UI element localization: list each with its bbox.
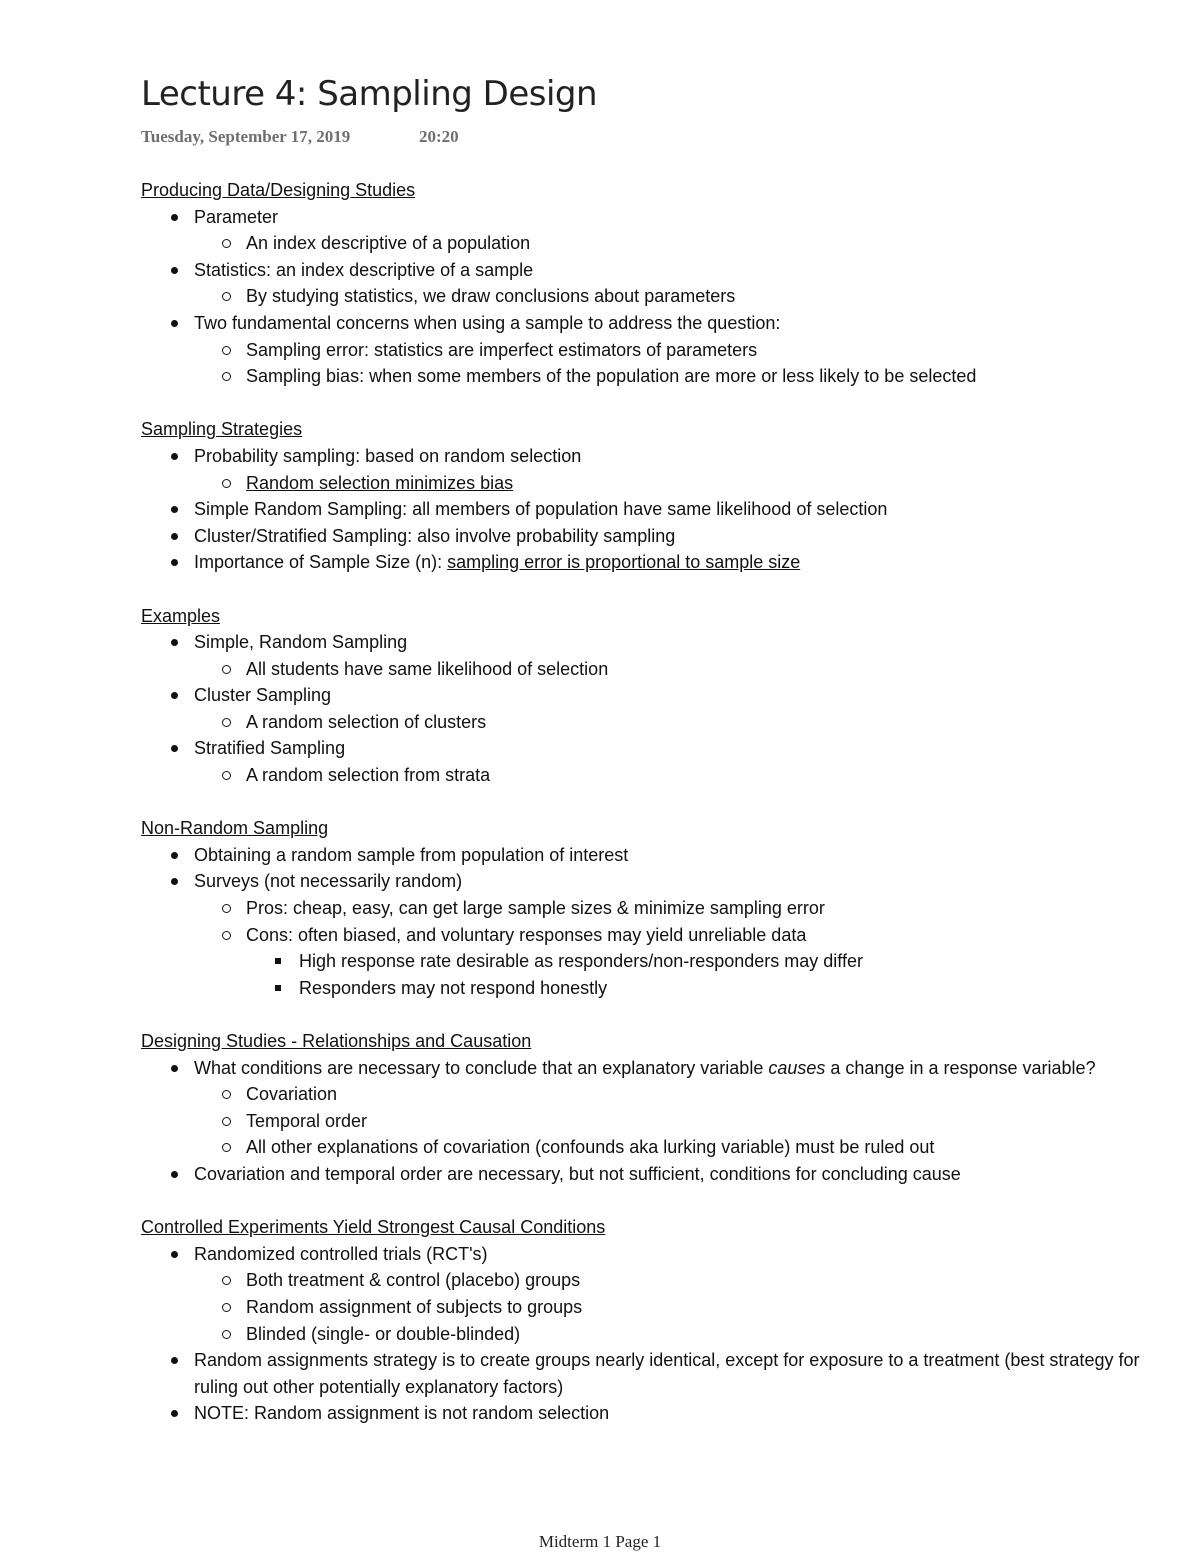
list-item	[141, 549, 1141, 576]
item-prefix: What conditions are necessary to conclude that an explanatory variable	[194, 1057, 769, 1078]
bullet-list	[141, 443, 1141, 576]
bullet-list	[141, 629, 1141, 789]
list-item: Covariation	[141, 1081, 1141, 1108]
section-controlled-experiments	[141, 1214, 1141, 1427]
page-title: Lecture 4: Sampling Design	[141, 74, 598, 114]
list-item: Two fundamental concerns when using a sample to address the question:	[141, 310, 1141, 337]
list-item: Responders may not respond honestly	[141, 975, 1141, 1002]
list-item: Sampling bias: when some members of the population are more or less likely to be selected	[141, 363, 1141, 390]
section-heading: Producing Data/Designing Studies	[141, 180, 416, 200]
list-item: Pros: cheap, easy, can get large sample sizes & minimize sampling error	[141, 895, 1141, 922]
bullet-list	[141, 1055, 1141, 1188]
list-item: Stratified Sampling	[141, 735, 1141, 762]
list-item: Simple Random Sampling: all members of population have same likelihood of selection	[141, 496, 1141, 523]
section-sampling-strategies	[141, 416, 1141, 576]
item-suffix: a change in a response variable?	[825, 1057, 1096, 1078]
list-item: A random selection of clusters	[141, 709, 1141, 736]
bullet-list	[141, 204, 1141, 390]
list-item: NOTE: Random assignment is not random selection	[141, 1400, 1141, 1427]
page-date: Tuesday, September 17, 2019	[141, 127, 351, 146]
list-item	[141, 1055, 1141, 1082]
underlined-text: Random selection minimizes bias	[246, 472, 514, 493]
section-heading: Non-Random Sampling	[141, 818, 329, 839]
list-item: Blinded (single- or double-blinded)	[141, 1321, 1141, 1348]
list-item: All other explanations of covariation (confounds aka lurking variable) must be ruled out	[141, 1134, 1141, 1161]
underlined-text: sampling error is proportional to sample size	[447, 552, 801, 573]
list-item: An index descriptive of a population	[141, 230, 1141, 257]
section-designing-studies	[141, 1028, 1141, 1188]
list-item: Obtaining a random sample from population of interest	[141, 842, 1141, 869]
list-item: A random selection from strata	[141, 762, 1141, 789]
section-producing-data	[141, 177, 1141, 390]
list-item: Cluster/Stratified Sampling: also involve probability sampling	[141, 523, 1141, 550]
list-item: Cons: often biased, and voluntary responses may yield unreliable data	[141, 922, 1141, 949]
list-item: All students have same likelihood of selection	[141, 656, 1141, 683]
list-item: Random assignments strategy is to create groups nearly identical, except for exposure to a treatment (best strategy for ruling out other potentially explanatory factors)	[141, 1347, 1141, 1400]
list-item: By studying statistics, we draw conclusions about parameters	[141, 283, 1141, 310]
list-item: Covariation and temporal order are necessary, but not sufficient, conditions for concluding cause	[141, 1161, 1141, 1188]
page-time: 20:20	[419, 127, 459, 146]
list-item: Cluster Sampling	[141, 682, 1141, 709]
section-heading: Sampling Strategies	[141, 419, 303, 440]
notes-body	[141, 177, 1141, 1454]
section-examples	[141, 603, 1141, 789]
list-item: Probability sampling: based on random selection	[141, 443, 1141, 470]
section-heading: Designing Studies - Relationships and Causation	[141, 1031, 532, 1051]
list-item: Surveys (not necessarily random)	[141, 868, 1141, 895]
list-item: High response rate desirable as responders/non-responders may differ	[141, 948, 1141, 975]
bullet-list	[141, 842, 1141, 1002]
list-item: Temporal order	[141, 1108, 1141, 1135]
list-item: Randomized controlled trials (RCT's)	[141, 1241, 1141, 1268]
bullet-list	[141, 1241, 1141, 1427]
list-item: Sampling error: statistics are imperfect estimators of parameters	[141, 337, 1141, 364]
list-item: Statistics: an index descriptive of a sample	[141, 257, 1141, 284]
italic-text: causes	[768, 1057, 826, 1078]
section-heading: Examples	[141, 605, 221, 626]
list-item: Both treatment & control (placebo) groups	[141, 1267, 1141, 1294]
list-item: Parameter	[141, 204, 1141, 231]
list-item	[141, 470, 1141, 497]
list-item: Random assignment of subjects to groups	[141, 1294, 1141, 1321]
item-prefix: Importance of Sample Size (n):	[194, 552, 448, 573]
page-footer: Midterm 1 Page 1	[538, 1532, 662, 1551]
list-item: Simple, Random Sampling	[141, 629, 1141, 656]
section-heading: Controlled Experiments Yield Strongest Causal Conditions	[141, 1217, 606, 1238]
section-non-random-sampling	[141, 815, 1141, 1001]
